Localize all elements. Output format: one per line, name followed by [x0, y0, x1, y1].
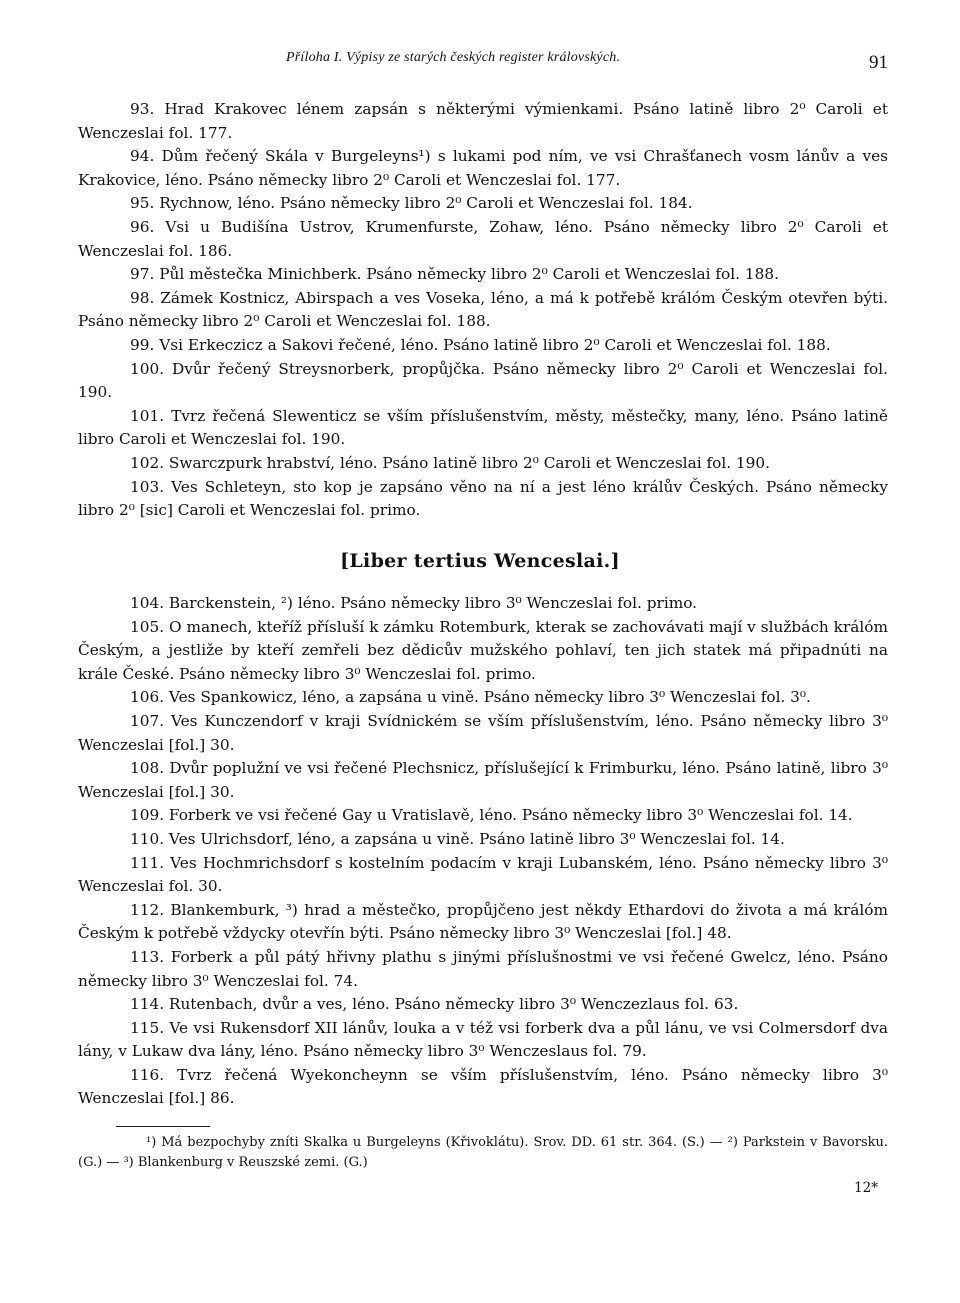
entry-109: 109. Forberk ve vsi řečené Gay u Vratislavě, léno. Psáno německy libro 3⁰ Wenczeslai fol. 14. — [130, 806, 853, 825]
entry-107: 107. Ves Kunczendorf v kraji Svídnickém se vším příslušenstvím, léno. Psáno německy libro 3⁰ Wenczeslai [fol.] 30. — [78, 711, 888, 754]
entry-94: 94. Dům řečený Skála v Burgeleyns¹) s lukami pod ním, ve vsi Chrašťanech vosm lánův a ves Krakovice, léno. Psáno německy libro 2⁰ Caroli et Wenczeslai fol. 177. — [78, 147, 888, 189]
entry-98: 98. Zámek Kostnicz, Abirspach a ves Voseka, léno, a má k potřebě králóm Českým otevřen býti. Psáno německy libro 2⁰ Caroli et Wenczeslai fol. 188. — [78, 288, 888, 331]
entries-part1 — [78, 98, 888, 523]
entry-115: 115. Ve vsi Rukensdorf XII lánův, louka a v též vsi forberk dva a půl lánu, ve vsi Colmersdorf dva lány, v Lukaw dva lány, léno. Psáno německy libro 3⁰ Wenczeslaus fol. 79. — [78, 1018, 888, 1061]
entry-99: 99. Vsi Erkeczicz a Sakovi řečené, léno. Psáno latině libro 2⁰ Caroli et Wenczeslai fol. 188. — [130, 335, 831, 354]
entry-113: 113. Forberk a půl pátý hřivny plathu s jinými příslušnostmi ve vsi řečené Gwelcz, léno. Psáno německy libro 3⁰ Wenczeslai fol. 74. — [78, 947, 888, 990]
entry-105: 105. O manech, kteříž přísluší k zámku Rotemburk, kterak se zachovávati mají v službách králóm Českým, a jestliže by kteří zemřeli bez dědicův mužského pohlaví, ten jich statek má připadnúti na krále České. Psáno německy libro 3⁰ Wenczeslai fol. primo. — [78, 617, 888, 683]
entry-108: 108. Dvůr poplužní ve vsi řečené Plechsnicz, příslušející k Frimburku, léno. Psáno latině, libro 3⁰ Wenczeslai [fol.] 30. — [78, 759, 888, 801]
entry-116: 116. Tvrz řečená Wyekoncheynn se vším příslušenstvím, léno. Psáno německy libro 3⁰ Wenczeslai [fol.] 86. — [78, 1065, 888, 1108]
entry-111: 111. Ves Hochmrichsdorf s kostelním podacím v kraji Lubanském, léno. Psáno německy libro 3⁰ Wenczeslai fol. 30. — [78, 853, 888, 896]
entry-95: 95. Rychnow, léno. Psáno německy libro 2⁰ Caroli et Wenczeslai fol. 184. — [130, 194, 693, 213]
entry-112: 112. Blankemburk, ³) hrad a městečko, propůjčeno jest někdy Ethardovi do života a má králóm Českým k potřebě vždycky otevřín býti. Psáno německy libro 3⁰ Wenczeslai [fol.] 48. — [78, 900, 888, 943]
footnote-text: ¹) Má bezpochyby zníti Skalka u Burgeleyns (Křivoklátu). Srov. DD. 61 str. 364. (S.) — ²) Parkstein v Bavorsku. (G.) — ³) Blankenburg v Reuszské zemi. (G.) — [78, 1135, 888, 1170]
entry-104: 104. Barckenstein, ²) léno. Psáno německy libro 3⁰ Wenczeslai fol. primo. — [130, 594, 698, 612]
entry-102: 102. Swarczpurk hrabství, léno. Psáno latině libro 2⁰ Caroli et Wenczeslai fol. 190. — [130, 453, 770, 472]
footnotes — [78, 1133, 888, 1173]
entry-101: 101. Tvrz řečená Slewenticz se vším příslušenstvím, městy, městečky, many, léno. Psáno latině libro Caroli et Wenczeslai fol. 190. — [78, 406, 888, 449]
entry-96: 96. Vsi u Budišína Ustrov, Krumenfurste, Zohaw, léno. Psáno německy libro 2⁰ Caroli et Wenczeslai fol. 186. — [78, 217, 888, 260]
footnote-rule — [116, 1126, 210, 1127]
entry-114: 114. Rutenbach, dvůr a ves, léno. Psáno německy libro 3⁰ Wenczezlaus fol. 63. — [130, 995, 739, 1014]
page-number: 91 — [869, 52, 888, 73]
running-title: Příloha I. Výpisy ze starých českých register královských. — [286, 50, 621, 65]
section-heading: [Liber tertius Wenceslai.] — [340, 550, 620, 572]
signature-mark: 12* — [854, 1180, 878, 1196]
entry-106: 106. Ves Spankowicz, léno, a zapsána u vině. Psáno německy libro 3⁰ Wenczeslai fol. 3⁰. — [130, 688, 811, 707]
entry-110: 110. Ves Ulrichsdorf, léno, a zapsána u vině. Psáno latině libro 3⁰ Wenczeslai fol. 14. — [130, 829, 785, 848]
entry-100: 100. Dvůr řečený Streysnorberk, propůjčka. Psáno německy libro 2⁰ Caroli et Wenczeslai fol. 190. — [78, 359, 888, 402]
entries-part2 — [78, 592, 888, 1111]
running-head — [0, 50, 960, 74]
entry-97: 97. Půl městečka Minichberk. Psáno německy libro 2⁰ Caroli et Wenczeslai fol. 188. — [130, 265, 779, 284]
entry-103: 103. Ves Schleteyn, sto kop je zapsáno věno na ní a jest léno králův Českých. Psáno německy libro 2⁰ [sic] Caroli et Wenczeslai fol. primo. — [78, 477, 888, 520]
entry-93: 93. Hrad Krakovec lénem zapsán s některými výmienkami. Psáno latině libro 2⁰ Caroli et Wenczeslai fol. 177. — [78, 100, 888, 142]
